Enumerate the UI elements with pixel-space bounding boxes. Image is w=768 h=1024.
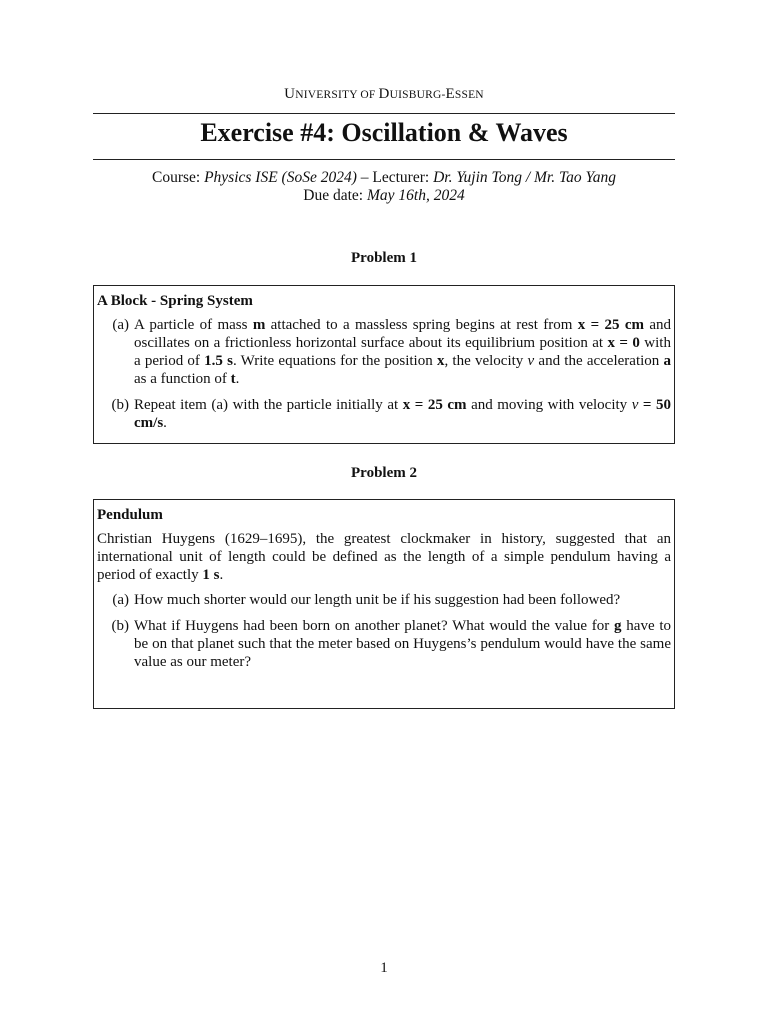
problem-2-items: [97, 591, 671, 671]
university-initial: U: [284, 86, 296, 102]
course-dash: –: [360, 169, 369, 186]
text-segment: with a period of: [134, 335, 671, 369]
question-text: [134, 396, 671, 432]
problem-2-title: Pendulum: [97, 507, 163, 523]
university-initial: D: [378, 86, 390, 102]
text-segment: ν: [631, 397, 639, 413]
text-segment: have to be on that planet such that the meter based on Huygens’s pendulum would have the same value as our meter?: [134, 618, 672, 670]
university-word: NIVERSITY OF: [295, 89, 379, 101]
question-text: [134, 617, 671, 671]
text-segment: and the acceleration: [534, 353, 664, 369]
text-segment: x = 25 cm: [577, 317, 644, 333]
question-text: [134, 316, 671, 388]
course-label: Course:: [151, 169, 201, 186]
text-segment: = 50 cm/s: [134, 397, 671, 431]
text-segment: x = 0: [607, 335, 640, 351]
title-rule-bottom: [93, 159, 675, 160]
text-segment: t: [230, 371, 236, 387]
text-segment: , the velocity: [444, 353, 528, 369]
problem-1-heading: Problem 1: [351, 250, 417, 266]
text-segment: and moving with velocity: [466, 397, 632, 413]
text-segment: a: [663, 353, 671, 369]
page-number: 1: [380, 960, 388, 976]
university-word: SSEN: [454, 89, 484, 101]
course-line: [0, 169, 768, 187]
question-label: (b): [111, 397, 129, 413]
text-segment: and oscillates on a frictionless horizontal surface about its equilibrium position at: [134, 317, 671, 351]
lecturer-label: Lecturer:: [372, 169, 430, 186]
due-date-label: Due date:: [303, 187, 364, 204]
text-segment: .: [163, 415, 167, 431]
question-item: [97, 617, 671, 671]
question-label: (a): [112, 317, 129, 333]
text-segment: Christian Huygens (1629–1695), the greatest clockmaker in history, suggested that an international unit of length could be defined as the length of a simple pendulum having a period of exactly: [97, 531, 671, 583]
course-name: Physics ISE (SoSe 2024): [204, 169, 357, 186]
text-segment: .: [235, 371, 240, 387]
question-label: (a): [112, 592, 129, 608]
university-initial: E: [445, 86, 455, 102]
text-segment: g: [614, 618, 622, 634]
text-segment: . Write equations for the position: [232, 353, 437, 369]
title-rule-top: [93, 113, 675, 114]
lecturer-names: Dr. Yujin Tong / Mr. Tao Yang: [433, 169, 617, 186]
problem-1-title: A Block - Spring System: [97, 293, 253, 309]
text-segment: m: [252, 317, 266, 333]
course-info: [0, 169, 768, 205]
text-segment: .: [219, 567, 224, 583]
problem-1-box: [93, 285, 675, 444]
text-segment: How much shorter would our length unit be if his suggestion had been followed?: [134, 592, 621, 608]
question-text: [134, 591, 671, 609]
question-label: (b): [111, 618, 129, 634]
text-segment: 1.5 s: [204, 353, 233, 369]
text-segment: as a function of: [134, 371, 231, 387]
question-item: [97, 591, 671, 609]
university-name: [0, 86, 768, 103]
problem-2-box: [93, 499, 675, 709]
due-date-value: May 16th, 2024: [366, 187, 465, 204]
problem-1-items: [97, 316, 671, 432]
exercise-title: Exercise #4: Oscillation & Waves: [200, 118, 568, 147]
text-segment: x = 25 cm: [402, 397, 467, 413]
university-word: UISBURG-: [389, 89, 446, 101]
text-segment: 1 s: [202, 567, 220, 583]
question-item: [97, 316, 671, 388]
question-item: [97, 396, 671, 432]
problem-2-intro: [97, 530, 671, 584]
text-segment: ν: [527, 353, 535, 369]
text-segment: x: [436, 353, 445, 369]
due-date-line: [0, 187, 768, 205]
text-segment: attached to a massless spring begins at rest from: [265, 317, 578, 333]
text-segment: What if Huygens had been born on another planet? What would the value for: [134, 618, 615, 634]
text-segment: A particle of mass: [134, 317, 253, 333]
text-segment: Repeat item (a) with the particle initially at: [134, 397, 403, 413]
problem-2-heading: Problem 2: [351, 465, 417, 481]
